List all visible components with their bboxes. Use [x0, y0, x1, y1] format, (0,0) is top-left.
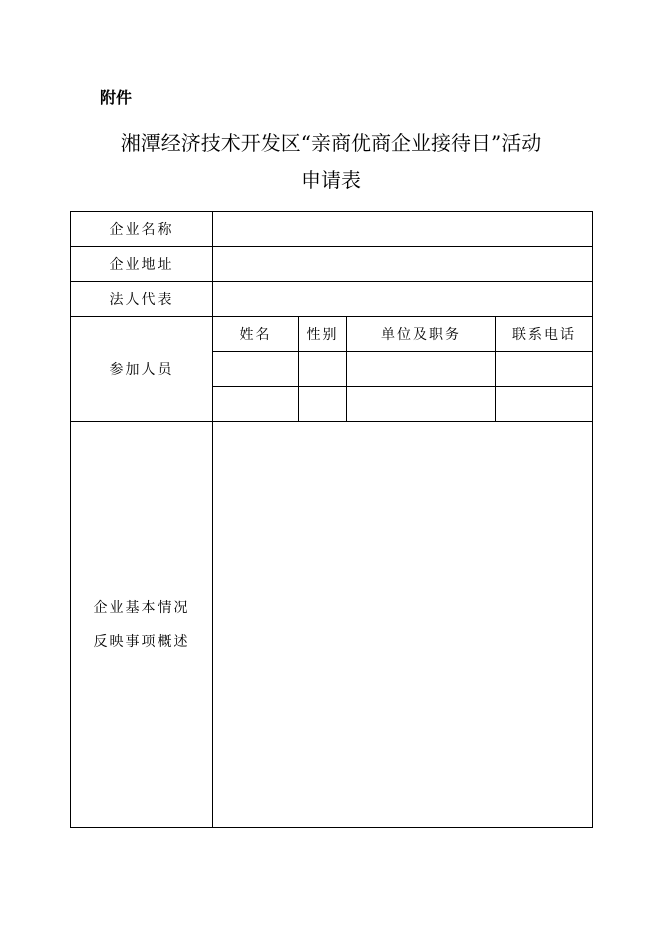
form-title-line1: 湘潭经济技术开发区“亲商优商企业接待日”活动: [120, 131, 542, 155]
participant-phone-field[interactable]: [496, 387, 593, 422]
legal-rep-row: [71, 282, 593, 317]
company-address-field[interactable]: [213, 247, 593, 282]
legal-rep-label: 法人代表: [71, 282, 213, 317]
summary-label: [71, 422, 213, 828]
participant-unit-position-field[interactable]: [347, 352, 496, 387]
participant-name-field[interactable]: [213, 352, 299, 387]
summary-label-line1: 企业基本情况: [93, 599, 190, 616]
summary-field[interactable]: [213, 422, 593, 828]
participant-header-name: 姓名: [213, 317, 299, 352]
attachment-label: 附件: [100, 88, 133, 107]
participants-header-row: [71, 317, 593, 352]
participant-phone-field[interactable]: [496, 352, 593, 387]
company-name-label: 企业名称: [71, 212, 213, 247]
participant-gender-field[interactable]: [299, 352, 347, 387]
company-address-row: [71, 247, 593, 282]
participants-label: 参加人员: [71, 317, 213, 422]
summary-row: [71, 422, 593, 828]
company-name-row: [71, 212, 593, 247]
form-title-line2: 申请表: [301, 168, 361, 192]
participant-header-unit-position: 单位及职务: [347, 317, 496, 352]
company-address-label: 企业地址: [71, 247, 213, 282]
legal-rep-field[interactable]: [213, 282, 593, 317]
participant-name-field[interactable]: [213, 387, 299, 422]
application-form-table: [70, 211, 593, 828]
participant-gender-field[interactable]: [299, 387, 347, 422]
participant-unit-position-field[interactable]: [347, 387, 496, 422]
participant-header-phone: 联系电话: [496, 317, 593, 352]
summary-label-line2: 反映事项概述: [93, 633, 190, 650]
participant-header-gender: 性别: [299, 317, 347, 352]
company-name-field[interactable]: [213, 212, 593, 247]
